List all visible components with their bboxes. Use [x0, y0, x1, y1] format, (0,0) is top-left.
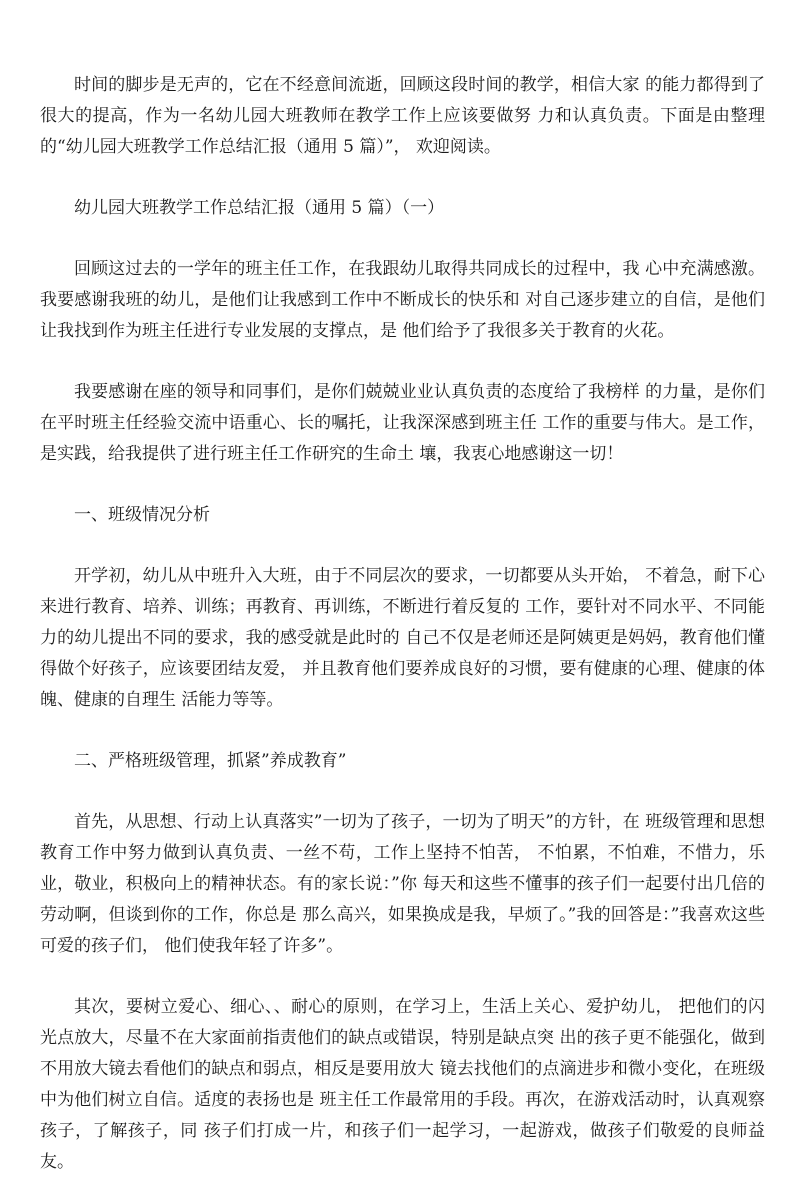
section-heading: 二、严格班级管理，抓紧”养成教育”: [74, 751, 347, 771]
section-title: 幼儿园大班教学工作总结汇报（通用 5 篇）（一）: [74, 198, 445, 218]
intro-paragraph: 时间的脚步是无声的，它在不经意间流逝，回顾这段时间的教学，相信大家 的能力都得到了很大的提高，作为一名幼儿园大班教师在教学工作上应该要做努 力和认真负责。下面是由整理的“幼儿园大班教学工作总结汇报（通用 5 篇）”， 欢迎阅读。: [40, 75, 765, 157]
document-body: [40, 70, 765, 1178]
body-paragraph: 开学初，幼儿从中班升入大班，由于不同层次的要求，一切都要从头开始， 不着急，耐下心来进行教育、培养、训练；再教育、再训练，不断进行着反复的 工作，要针对不同水平、不同能力的幼儿提出不同的要求，我的感受就是此时的 自己不仅是老师还是阿姨更是妈妈，教育他们懂得做个好孩子，应该要团结友爱， 并且教育他们要养成良好的习惯，要有健康的心理、健康的体魄、健康的自理生 活能力等等。: [40, 566, 765, 710]
body-paragraph: 其次，要树立爱心、细心、、耐心的原则，在学习上，生活上关心、爱护幼儿， 把他们的闪光点放大，尽量不在大家面前指责他们的缺点或错误，特别是缺点突 出的孩子更不能强化，做到不用放大镜去看他们的缺点和弱点，相反是要用放大 镜去找他们的点滴进步和微小变化，在班级中为他们树立自信。适度的表扬也是 班主任工作最常用的手段。再次，在游戏活动时，认真观察孩子，了解孩子，同 孩子们打成一片，和孩子们一起学习，一起游戏，做孩子们敬爱的良师益友。: [40, 997, 765, 1172]
section-heading: 一、班级情况分析: [74, 505, 210, 525]
body-paragraph: 我要感谢在座的领导和同事们，是你们兢兢业业认真负责的态度给了我榜样 的力量，是你们在平时班主任经验交流中语重心、长的嘱托，让我深深感到班主任 工作的重要与伟大。是工作，是实践，给我提供了进行班主任工作研究的生命土 壤，我衷心地感谢这一切！: [40, 382, 765, 464]
body-paragraph: 首先，从思想、行动上认真落实”一切为了孩子，一切为了明天”的方针，在 班级管理和思想教育工作中努力做到认真负责、一丝不苟，工作上坚持不怕苦， 不怕累，不怕难，不惜力，乐业，敬业，积极向上的精神状态。有的家长说：”你 每天和这些不懂事的孩子们一起要付出几倍的劳动啊，但谈到你的工作，你总是 那么高兴，如果换成是我，早烦了。”我的回答是：”我喜欢这些可爱的孩子们， 他们使我年轻了许多”。: [40, 812, 765, 956]
body-paragraph: 回顾这过去的一学年的班主任工作，在我跟幼儿取得共同成长的过程中，我 心中充满感激。我要感谢我班的幼儿，是他们让我感到工作中不断成长的快乐和 对自己逐步建立的自信，是他们让我找到作为班主任进行专业发展的支撑点，是 他们给予了我很多关于教育的火花。: [40, 259, 765, 341]
